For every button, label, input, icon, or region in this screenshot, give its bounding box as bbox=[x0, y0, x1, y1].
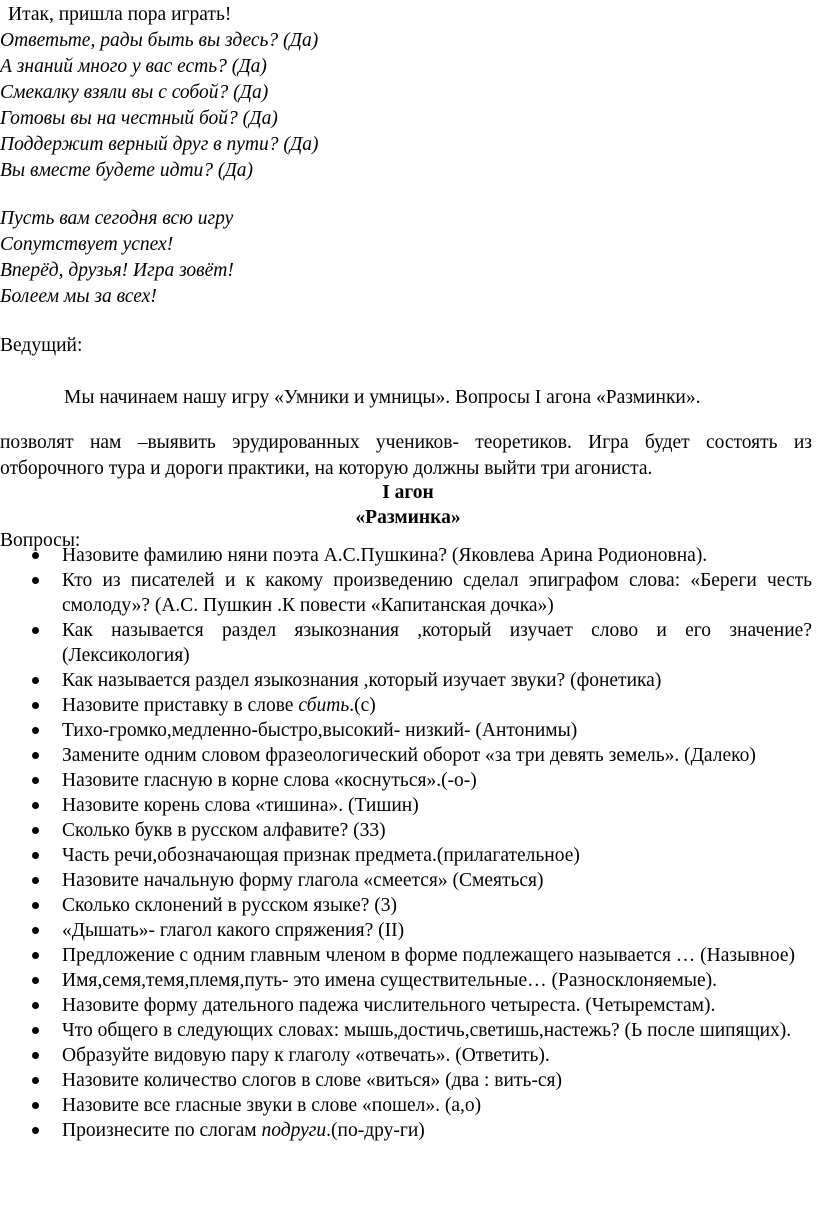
list-item bbox=[0, 1018, 812, 1043]
bullet-icon bbox=[32, 1002, 39, 1009]
question-text: Назовите приставку в слове сбить.(с) bbox=[62, 695, 376, 716]
poem2-line-4: Болеем мы за всех! bbox=[0, 286, 157, 307]
list-item bbox=[0, 868, 812, 893]
bullet-icon bbox=[32, 702, 39, 709]
bullet-icon bbox=[32, 1102, 39, 1109]
bullet-icon bbox=[32, 677, 39, 684]
list-item bbox=[0, 718, 812, 743]
list-item bbox=[0, 568, 812, 618]
poem-line-5: Готовы вы на честный бой? (Да) bbox=[0, 108, 278, 129]
list-item bbox=[0, 693, 812, 718]
question-text: Назовите форму дательного падежа числительного четыреста. (Четыремстам). bbox=[62, 995, 716, 1016]
question-text: Предложение с одним главным членом в форме подлежащего называется … (Назывное) bbox=[62, 945, 795, 966]
bullet-icon bbox=[32, 1077, 39, 1084]
list-item bbox=[0, 968, 812, 993]
question-text: Образуйте видовую пару к глаголу «отвечать». (Ответить). bbox=[62, 1045, 550, 1066]
question-text: Произнесите по слогам подруги.(по-дру-ги) bbox=[62, 1120, 425, 1141]
bullet-icon bbox=[32, 977, 39, 984]
poem-line-1: Итак, пришла пора играть! bbox=[8, 4, 232, 25]
section-title: I агон bbox=[382, 482, 434, 503]
list-item bbox=[0, 1068, 812, 1093]
question-text: Назовите начальную форму глагола «смеется» (Смеяться) bbox=[62, 870, 544, 891]
question-text: Тихо-громко,медленно-быстро,высокий- низкий- (Антонимы) bbox=[62, 720, 578, 741]
questions-label: Вопросы: bbox=[0, 530, 81, 551]
question-text: Как называется раздел языкознания ,который изучает звуки? (фонетика) bbox=[62, 670, 662, 691]
intro-line-3: отборочного тура и дороги практики, на которую должны выйти три агониста. bbox=[0, 458, 653, 479]
bullet-icon bbox=[32, 777, 39, 784]
question-text: Назовите количество слогов в слове «виться» (два : вить-ся) bbox=[62, 1070, 562, 1091]
poem-line-2: Ответьте, рады быть вы здесь? (Да) bbox=[0, 30, 319, 51]
bullet-icon bbox=[32, 827, 39, 834]
poem2-line-1: Пусть вам сегодня всю игру bbox=[0, 208, 234, 229]
question-text: Как называется раздел языкознания ,который изучает слово и его значение? (Лексикология) bbox=[62, 620, 812, 666]
bullet-icon bbox=[32, 902, 39, 909]
question-text: Что общего в следующих словах: мышь,достичь,светишь,настежь? (Ь после шипящих). bbox=[62, 1020, 792, 1041]
poem-line-4: Смекалку взяли вы с собой? (Да) bbox=[0, 82, 269, 103]
italic-word: сбить bbox=[298, 695, 350, 716]
poem-line-6: Поддержит верный друг в пути? (Да) bbox=[0, 134, 319, 155]
bullet-icon bbox=[32, 752, 39, 759]
list-item bbox=[0, 943, 812, 968]
list-item bbox=[0, 543, 812, 568]
list-item bbox=[0, 1043, 812, 1068]
poem2-line-3: Вперёд, друзья! Игра зовёт! bbox=[0, 260, 234, 281]
question-text: Назовите корень слова «тишина». (Тишин) bbox=[62, 795, 419, 816]
list-item bbox=[0, 1118, 812, 1143]
poem-line-7: Вы вместе будете идти? (Да) bbox=[0, 160, 254, 181]
question-text: Назовите фамилию няни поэта А.С.Пушкина? (Яковлева Арина Родионовна). bbox=[62, 545, 708, 566]
question-text: Сколько склонений в русском языке? (3) bbox=[62, 895, 397, 916]
question-text: Часть речи,обозначающая признак предмета.(прилагательное) bbox=[62, 845, 580, 866]
list-item bbox=[0, 618, 812, 668]
question-text: Сколько букв в русском алфавите? (33) bbox=[62, 820, 386, 841]
question-text: «Дышать»- глагол какого спряжения? (II) bbox=[62, 920, 405, 941]
question-text: Кто из писателей и к какому произведению сделал эпиграфом слова: «Береги честь смолоду»? (А.С. Пушкин .К повести «Капитанская дочка») bbox=[62, 570, 812, 616]
bullet-icon bbox=[32, 927, 39, 934]
poem2-line-2: Сопутствует успех! bbox=[0, 234, 174, 255]
bullet-icon bbox=[32, 1127, 39, 1134]
bullet-icon bbox=[32, 627, 39, 634]
bullet-icon bbox=[32, 877, 39, 884]
bullet-icon bbox=[32, 1027, 39, 1034]
list-item bbox=[0, 918, 812, 943]
list-item bbox=[0, 668, 812, 693]
list-item bbox=[0, 818, 812, 843]
bullet-icon bbox=[32, 727, 39, 734]
intro-line-2: позволят нам –выявить эрудированных учеников- теоретиков. Игра будет состоять из bbox=[0, 432, 812, 453]
question-text: Имя,семя,темя,племя,путь- это имена существительные… (Разносклоняемые). bbox=[62, 970, 717, 991]
list-item bbox=[0, 893, 812, 918]
questions-list bbox=[0, 543, 816, 1143]
intro-line-1: Мы начинаем нашу игру «Умники и умницы». Вопросы I агона «Разминки». bbox=[64, 387, 701, 408]
list-item bbox=[0, 993, 812, 1018]
section-subtitle: «Разминка» bbox=[355, 507, 461, 528]
list-item bbox=[0, 743, 812, 768]
question-text: Назовите все гласные звуки в слове «пошел». (а,о) bbox=[62, 1095, 482, 1116]
bullet-icon bbox=[32, 577, 39, 584]
question-text: Назовите гласную в корне слова «коснуться».(-о-) bbox=[62, 770, 477, 791]
bullet-icon bbox=[32, 1052, 39, 1059]
bullet-icon bbox=[32, 852, 39, 859]
bullet-icon bbox=[32, 802, 39, 809]
list-item bbox=[0, 843, 812, 868]
list-item bbox=[0, 793, 812, 818]
host-label: Ведущий: bbox=[0, 335, 83, 356]
poem-line-3: А знаний много у вас есть? (Да) bbox=[0, 56, 267, 77]
question-text: Замените одним словом фразеологический оборот «за три девять земель». (Далеко) bbox=[62, 745, 756, 766]
bullet-icon bbox=[32, 952, 39, 959]
italic-word: подруги bbox=[261, 1120, 327, 1141]
list-item bbox=[0, 768, 812, 793]
list-item bbox=[0, 1093, 812, 1118]
bullet-icon bbox=[32, 552, 39, 559]
